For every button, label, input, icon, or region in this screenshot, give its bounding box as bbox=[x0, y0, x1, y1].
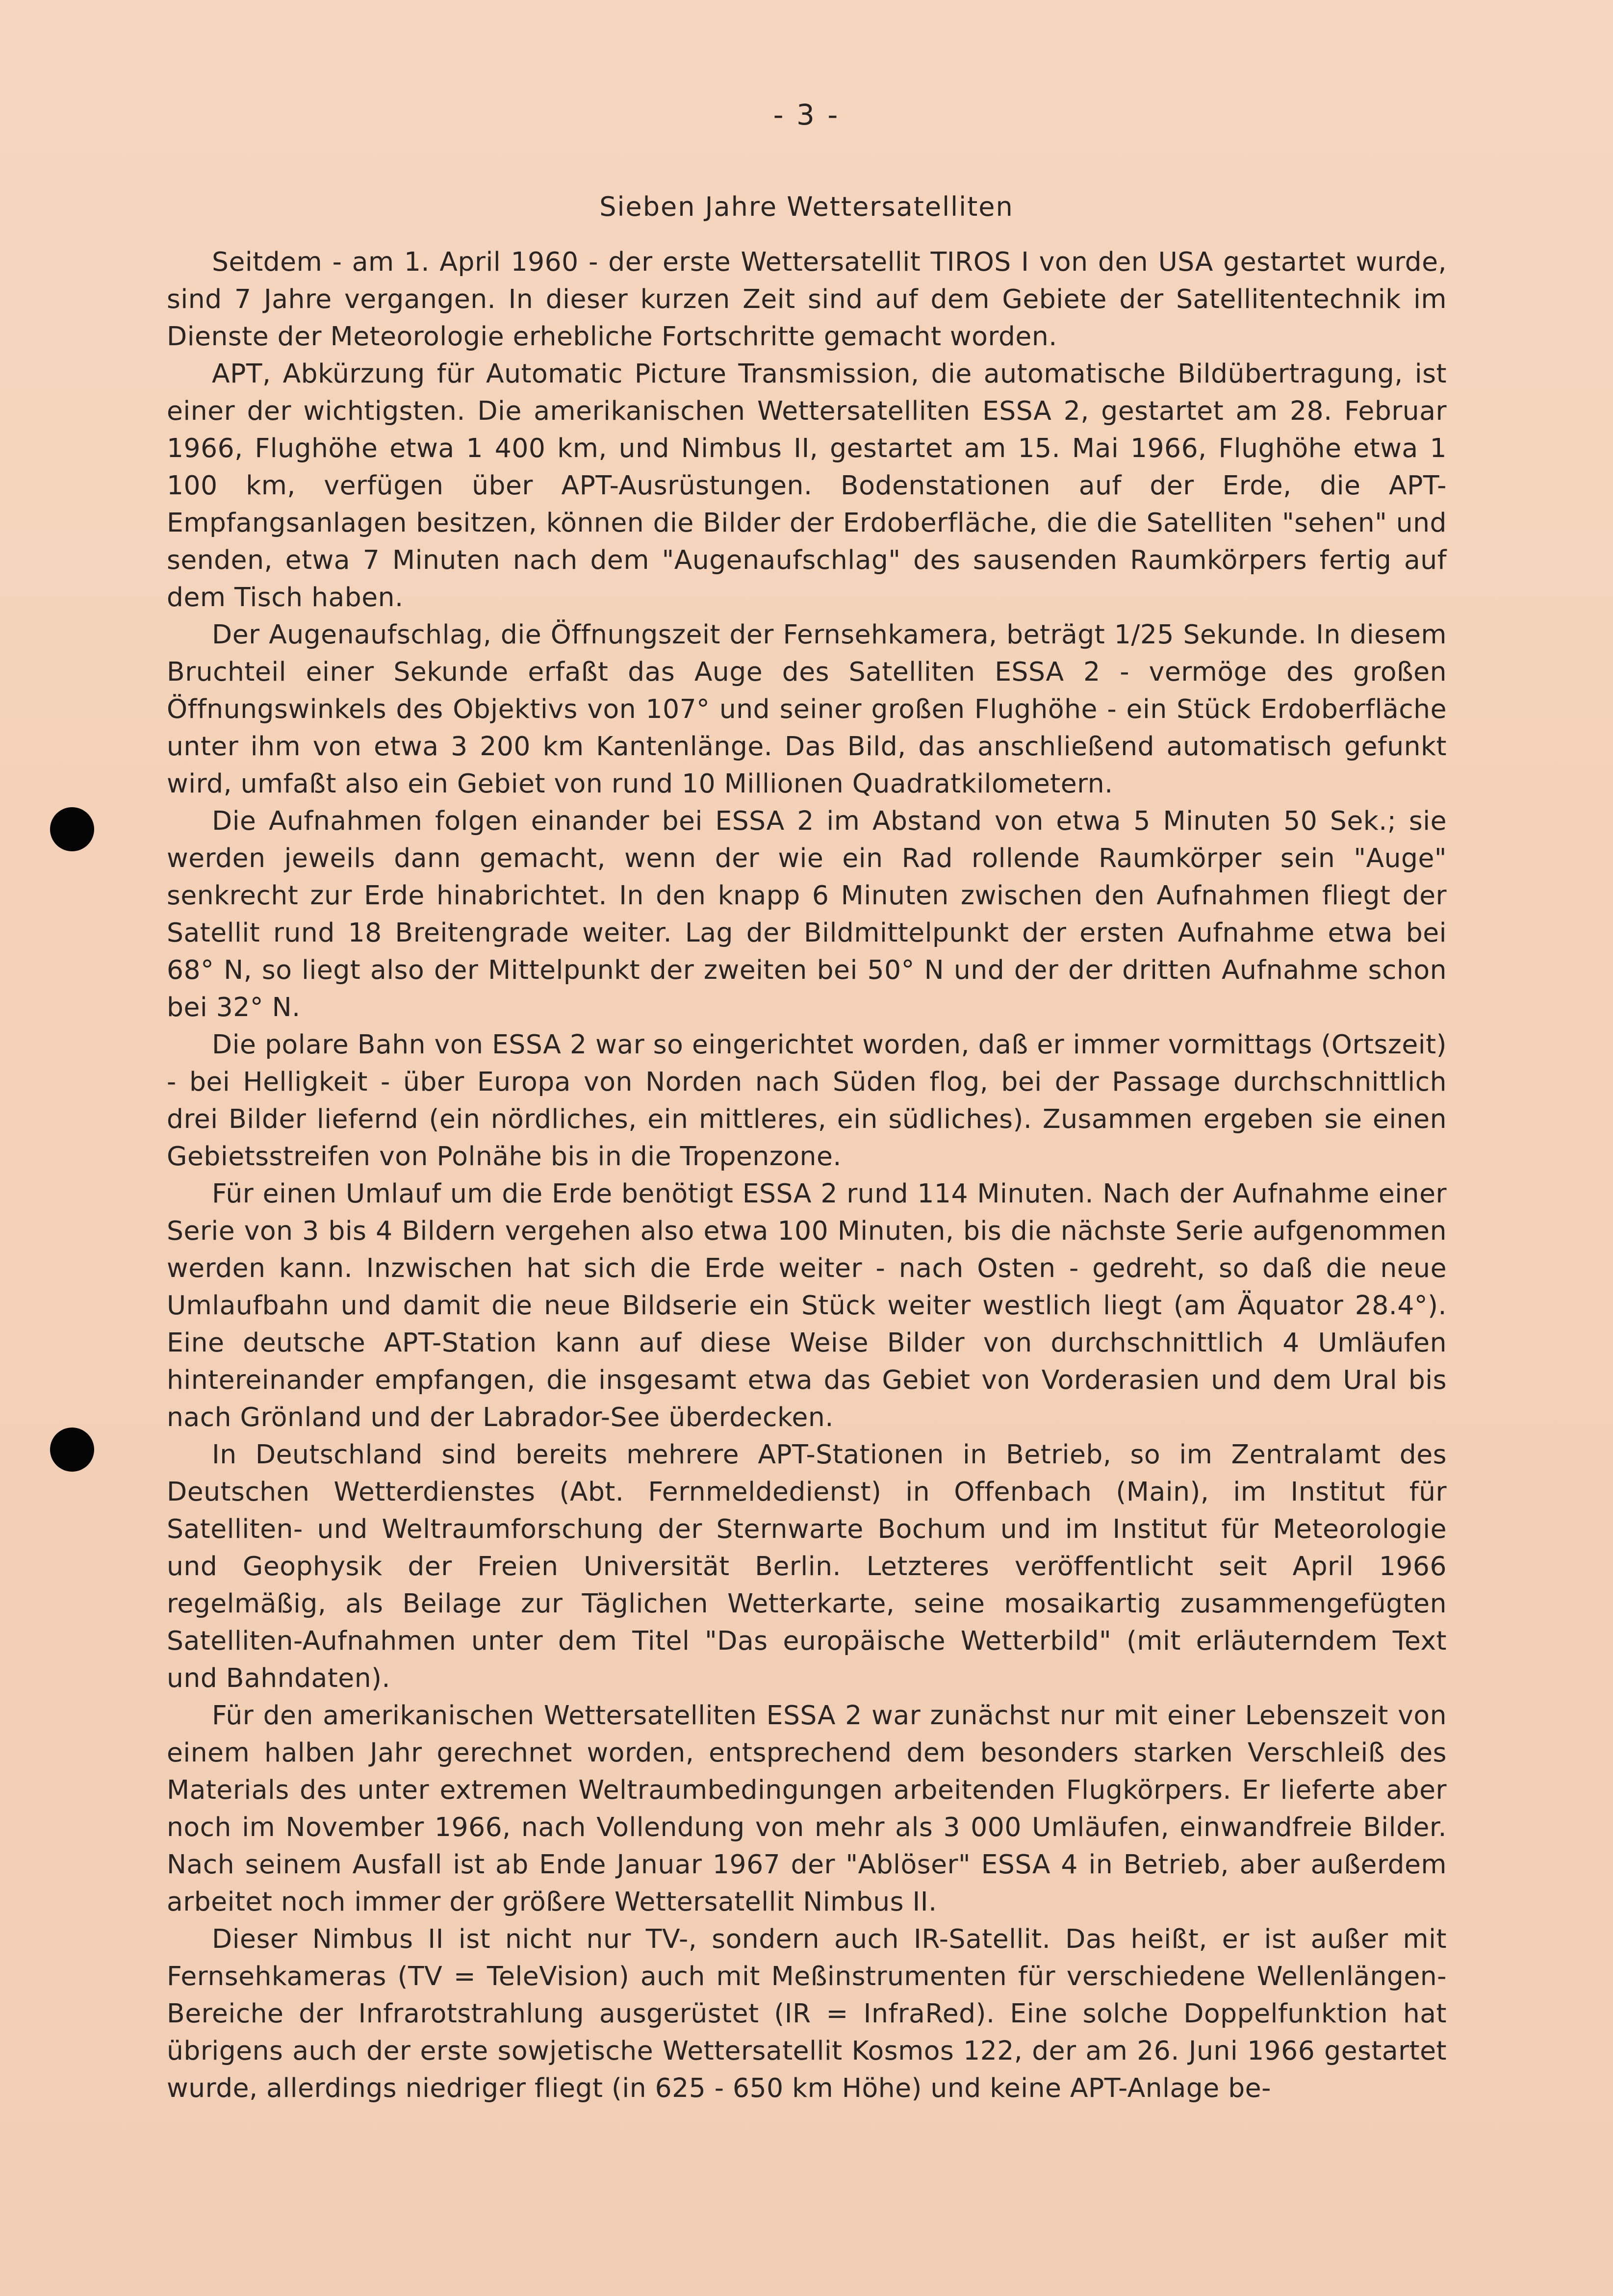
punch-hole bbox=[50, 807, 94, 851]
punch-hole bbox=[50, 1428, 94, 1472]
paragraph: Für den amerikanischen Wettersatelliten ESSA 2 war zunächst nur mit einer Lebenszeit von einem halben Jahr gerechnet worden, entsprechend dem besonders starken Verschleiß des Materials des unter extremen Weltraumbedingungen arbeitenden Flugkörpers. Er lieferte aber noch im November 1966, nach Vollendung von mehr als 3 000 Umläufen, einwandfreie Bilder. Nach seinem Ausfall ist ab Ende Januar 1967 der "Ablöser" ESSA 4 in Betrieb, aber außerdem arbeitet noch immer der größere Wettersatellit Nimbus II. bbox=[167, 1700, 1447, 1917]
paragraph: In Deutschland sind bereits mehrere APT-Stationen in Betrieb, so im Zentralamt des Deutschen Wetterdienstes (Abt. Fernmeldedienst) in Offenbach (Main), im Institut für Satelliten- und Weltraumforschung der Sternwarte Bochum und im Institut für Meteorologie und Geophysik der Freien Universität Berlin. Letzteres veröffentlicht seit April 1966 regelmäßig, als Beilage zur Täglichen Wetterkarte, seine mosaikartig zusammengefügten Satelliten-Aufnahmen unter dem Titel "Das europäische Wetterbild" (mit erläuterndem Text und Bahndaten). bbox=[167, 1439, 1447, 1693]
document-title: Sieben Jahre Wettersatelliten bbox=[599, 191, 1014, 222]
paragraph: Der Augenaufschlag, die Öffnungszeit der Fernsehkamera, beträgt 1/25 Sekunde. In diesem Bruchteil einer Sekunde erfaßt das Auge des Satelliten ESSA 2 - vermöge des großen Öffnungswinkels des Objektivs von 107° und seiner großen Flughöhe - ein Stück Erdoberfläche unter ihm von etwa 3 200 km Kantenlänge. Das Bild, das anschließend automatisch gefunkt wird, umfaßt also ein Gebiet von rund 10 Millionen Quadratkilometern. bbox=[167, 619, 1447, 799]
page-number: - 3 - bbox=[773, 98, 840, 131]
body-text bbox=[167, 243, 1447, 2107]
paragraph: Seitdem - am 1. April 1960 - der erste Wettersatellit TIROS I von den USA gestartet wurde, sind 7 Jahre vergangen. In dieser kurzen Zeit sind auf dem Gebiete der Satellitentechnik im Dienste der Meteorologie erhebliche Fortschritte gemacht worden. bbox=[167, 246, 1447, 352]
paragraph: Dieser Nimbus II ist nicht nur TV-, sondern auch IR-Satellit. Das heißt, er ist außer mit Fernsehkameras (TV = TeleVision) auch mit Meßinstrumenten für verschiedene Wellenlängen-Bereiche der Infrarotstrahlung ausgerüstet (IR = InfraRed). Eine solche Doppelfunktion hat übrigens auch der erste sowjetische Wettersatellit Kosmos 122, der am 26. Juni 1966 gestartet wurde, allerdings niedriger fliegt (in 625 - 650 km Höhe) und keine APT-Anlage be- bbox=[167, 1923, 1447, 2103]
paragraph: Die polare Bahn von ESSA 2 war so eingerichtet worden, daß er immer vormittags (Ortszeit) - bei Helligkeit - über Europa von Norden nach Süden flog, bei der Passage durchschnittlich drei Bilder liefernd (ein nördliches, ein mittleres, ein südliches). Zusammen ergeben sie einen Gebietsstreifen von Polnähe bis in die Tropenzone. bbox=[167, 1029, 1447, 1172]
paragraph: APT, Abkürzung für Automatic Picture Transmission, die automatische Bildübertragung, ist einer der wichtigsten. Die amerikanischen Wettersatelliten ESSA 2, gestartet am 28. Februar 1966, Flughöhe etwa 1 400 km, und Nimbus II, gestartet am 15. Mai 1966, Flughöhe etwa 1 100 km, verfügen über APT-Ausrüstungen. Bodenstationen auf der Erde, die APT-Empfangsanlagen besitzen, können die Bilder der Erdoberfläche, die die Satelliten "sehen" und senden, etwa 7 Minuten nach dem "Augenaufschlag" des sausenden Raumkörpers fertig auf dem Tisch haben. bbox=[167, 358, 1447, 612]
paragraph: Für einen Umlauf um die Erde benötigt ESSA 2 rund 114 Minuten. Nach der Aufnahme einer Serie von 3 bis 4 Bildern vergehen also etwa 100 Minuten, bis die nächste Serie aufgenommen werden kann. Inzwischen hat sich die Erde weiter - nach Osten - gedreht, so daß die neue Umlaufbahn und damit die neue Bildserie ein Stück weiter westlich liegt (am Äquator 28.4°). Eine deutsche APT-Station kann auf diese Weise Bilder von durchschnittlich 4 Umläufen hintereinander empfangen, die insgesamt etwa das Gebiet von Vorderasien und dem Ural bis nach Grönland und der Labrador-See überdecken. bbox=[167, 1178, 1447, 1432]
paragraph: Die Aufnahmen folgen einander bei ESSA 2 im Abstand von etwa 5 Minuten 50 Sek.; sie werden jeweils dann gemacht, wenn der wie ein Rad rollende Raumkörper sein "Auge" senkrecht zur Erde hinabrichtet. In den knapp 6 Minuten zwischen den Aufnahmen fliegt der Satellit rund 18 Breitengrade weiter. Lag der Bildmittelpunkt der ersten Aufnahme etwa bei 68° N, so liegt also der Mittelpunkt der zweiten bei 50° N und der der dritten Aufnahme schon bei 32° N. bbox=[167, 805, 1447, 1022]
